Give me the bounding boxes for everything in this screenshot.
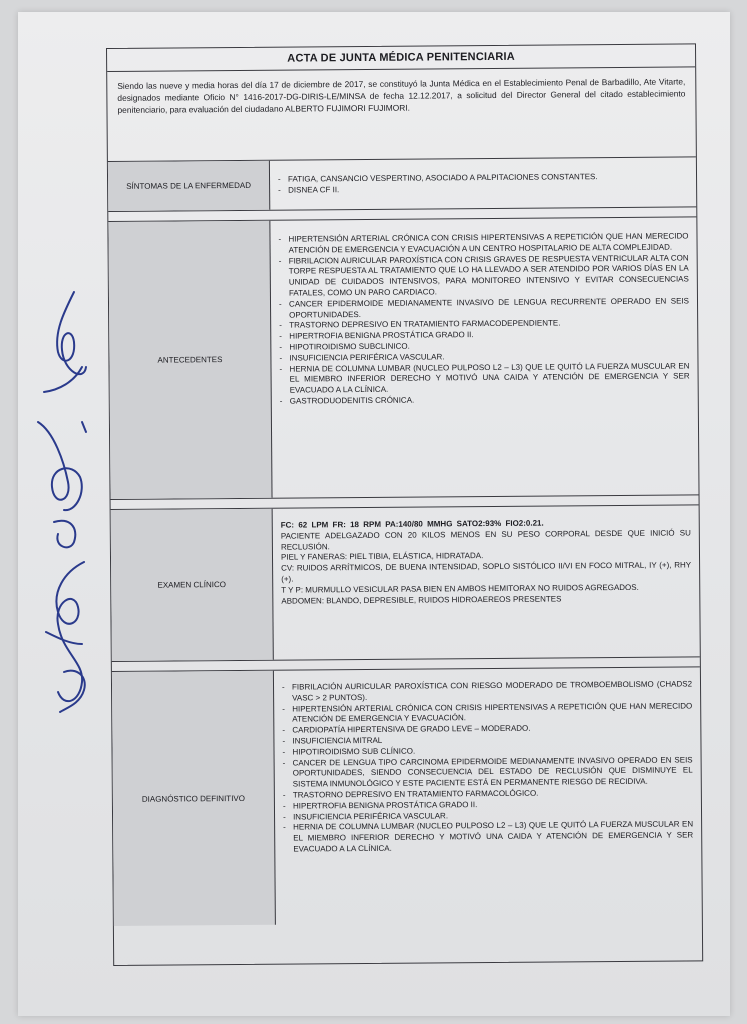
exam-line: CV: RUIDOS ARRÍTMICOS, DE BUENA INTENSIDAD, SOPLO SISTÓLICO II/VI EN FOCO MITRAL, IY (+), RHY (+). <box>281 560 692 584</box>
exam-line: T Y P: MURMULLO VESICULAR PASA BIEN EN AMBOS HEMITORAX NO RUIDOS AGREGADOS. <box>281 582 639 595</box>
list-item: - TRASTORNO DEPRESIVO EN TRATAMIENTO FARMACOLÓGICO. <box>283 787 693 801</box>
exam-line: PIEL Y FANERAS: PIEL TIBIA, ELÁSTICA, HIDRATADA. <box>280 551 484 563</box>
section-label-diagnostico: DIAGNÓSTICO DEFINITIVO <box>112 671 276 926</box>
list-item: - HERNIA DE COLUMNA LUMBAR (NUCLEO PULPOSO L2 – L3) QUE LE QUITÓ LA FUERZA MUSCULAR EN EL MIEMBRO INFERIOR DERECHO Y MOTIVÓ UNA CAIDA Y ATENCIÓN DE EMERGENCIA Y SER EVACUADO A LA CLÍNICA. <box>283 820 693 856</box>
list-item: - FIBRILACION AURICULAR PAROXÍSTICA CON CRISIS GRAVES DE RESPUESTA VENTRICULAR ALTA CON TORPE RESPUESTA AL TRATAMIENTO QUE LO HA LLEVADO A SER ATENDIDO POR VARIOS DÍAS EN LA UNIDAD DE CUIDADOS INTENSIVOS, PARA MONITOREO INTENSIVO Y EVITAR CONSECUENCIAS FATALES, COMO UN PARO CARDIACO. <box>279 253 689 299</box>
list-item: - CANCER DE LENGUA TIPO CARCINOMA EPIDERMOIDE MEDIANAMENTE INVASIVO OPERADO EN SEIS OPORTUNIDADES, SIENDO CONSECUENCIA DEL ESTADO DE RECLUSIÓN QUE DISMINUYE EL SISTEMA INMUNOLÓGICO Y ESTE PACIENTE ESTÁ EN PERMANENTE RIESGO DE RECIDIVA. <box>283 755 693 791</box>
handwritten-signatures <box>24 272 104 732</box>
section-label-sintomas: SÍNTOMAS DE LA ENFERMEDAD <box>108 161 270 211</box>
list-item: - HIPERTENSIÓN ARTERIAL CRÓNICA CON CRISIS HIPERTENSIVAS A REPETICIÓN QUE HAN MERECIDO ATENCIÓN DE EMERGENCIA Y EVACUACIÓN A UN CENTRO HOSPITALARIO DE ALTA COMPLEJIDAD. <box>278 231 688 256</box>
exam-line: ABDOMEN: BLANDO, DEPRESIBLE, RUIDOS HIDROAEREOS PRESENTES <box>281 594 562 606</box>
section-value-diagnostico <box>274 667 702 924</box>
vital-signs: FC: 62 LPM FR: 18 RPM PA:140/80 MMHG SATO2:93% FIO2:0.21. <box>280 518 544 530</box>
antecedentes-list <box>278 231 689 407</box>
section-sintomas <box>108 157 696 212</box>
section-value-sintomas <box>270 157 696 209</box>
list-item: - GASTRODUODENITIS CRÓNICA. <box>280 393 690 407</box>
list-item: - HIPOTIROIDISMO SUB CLÍNICO. <box>282 744 692 758</box>
list-item: - CANCER EPIDERMOIDE MEDIANAMENTE INVASIVO DE LENGUA RECURRENTE OPERADO EN SEIS OPORTUNIDADES. <box>279 296 689 321</box>
document-title: ACTA DE JUNTA MÉDICA PENITENCIARIA <box>107 44 695 72</box>
list-item: - FIBRILACIÓN AURICULAR PAROXÍSTICA CON RIESGO MODERADO DE TROMBOEMBOLISMO (CHADS2 VASC > 2 PUNTOS). <box>282 679 692 704</box>
list-item: - HIPERTROFIA BENIGNA PROSTÁTICA GRADO II. <box>283 798 693 812</box>
list-item: - HIPOTIROIDISMO SUBCLINICO. <box>279 339 689 353</box>
list-item: - HIPERTENSIÓN ARTERIAL CRÓNICA CON CRISIS HIPERTENSIVAS A REPETICIÓN QUE HAN MERECIDO ATENCIÓN DE EMERGENCIA Y EVACUACIÓN. <box>282 701 692 726</box>
list-item: - INSUFICIENCIA PERIFÉRICA VASCULAR. <box>279 350 689 364</box>
list-item: - CARDIOPATÍA HIPERTENSIVA DE GRADO LEVE – MODERADO. <box>282 723 692 737</box>
list-item: - TRASTORNO DEPRESIVO EN TRATAMIENTO FARMACODEPENDIENTE. <box>279 318 689 332</box>
section-value-antecedentes <box>270 217 698 497</box>
diagnostico-list <box>282 679 693 855</box>
paper-sheet <box>18 12 730 1016</box>
section-diagnostico <box>112 667 702 926</box>
list-item: - FATIGA, CANSANCIO VESPERTINO, ASOCIADO A PALPITACIONES CONSTANTES. <box>278 171 688 185</box>
list-item: - INSUFICIENCIA PERIFÉRICA VASCULAR. <box>283 809 693 823</box>
list-item: - INSUFICIENCIA MITRAL <box>282 733 692 747</box>
sintomas-list <box>278 171 688 196</box>
medical-board-record <box>106 43 703 966</box>
intro-paragraph: Siendo las nueve y media horas del día 17 de diciembre de 2017, se constituyó la Junta Médica en el Establecimiento Penal de Barbadillo, Ate Vitarte, designados mediante Oficio N° 1416-2017-DG-DIRIS-LE/MINSA de fecha 12.12.2017, a solicitud del Director General del citado establecimiento penitenciario, para evaluación del ciudadano ALBERTO FUJIMORI FUJIMORI. <box>107 67 696 162</box>
exam-line: PACIENTE ADELGAZADO CON 20 KILOS MENOS EN SU PESO CORPORAL DESDE QUE INICIÓ SU RECLUSIÓN. <box>280 528 691 552</box>
list-item: - HERNIA DE COLUMNA LUMBAR (NUCLEO PULPOSO L2 – L3) QUE LE QUITÓ LA FUERZA MUSCULAR EN EL MIEMBRO INFERIOR DERECHO Y MOTIVÓ UNA CAIDA Y ATENCIÓN DE EMERGENCIA Y SER EVACUADO A LA CLÍNICA. <box>279 361 689 397</box>
list-item: - DISNEA CF II. <box>278 182 688 196</box>
section-examen <box>111 505 700 662</box>
list-item: - HIPERTROFIA BENIGNA PROSTÁTICA GRADO II. <box>279 329 689 343</box>
section-label-examen: EXAMEN CLÍNICO <box>111 509 274 661</box>
section-antecedentes <box>108 217 698 500</box>
section-value-examen <box>273 505 700 659</box>
section-label-antecedentes: ANTECEDENTES <box>108 221 272 499</box>
